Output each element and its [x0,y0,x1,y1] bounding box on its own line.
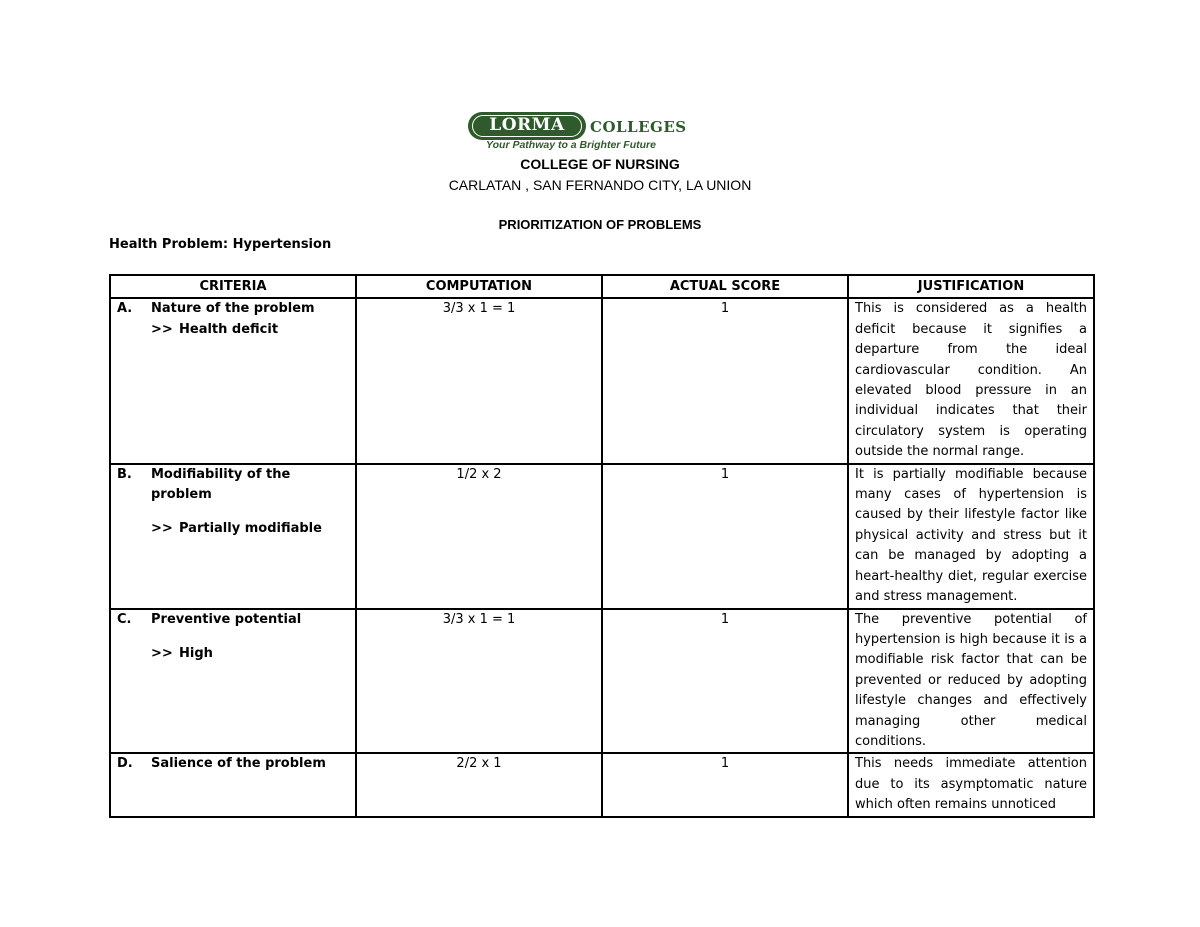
rating-arrow: >> [151,321,173,337]
document-title: PRIORITIZATION OF PROBLEMS [498,217,702,232]
criterion-letter: B. [117,466,132,482]
criterion-name: Modifiability of the problem [151,466,291,503]
score-cell: 1 [602,609,848,754]
score-cell: 1 [602,464,848,609]
criterion-rating [117,519,349,539]
table-row [110,609,1094,754]
justification-cell: The preventive potential of hypertension is high because it is a modifiable risk factor that can be prevented or reduced by adopting lifestyle changes and effectively managing other medical conditions. [848,609,1094,754]
health-problem-label: Health Problem: Hypertension [109,237,332,252]
prioritization-table [109,274,1095,818]
score-cell: 1 [602,753,848,816]
criterion-name: Preventive potential [151,611,302,627]
logo-tagline: Your Pathway to a Brighter Future [486,139,656,151]
criterion-name: Salience of the problem [151,756,326,772]
logo-suffix: COLLEGES [590,118,687,136]
criterion [117,465,349,506]
criterion-letter: D. [117,756,133,772]
lorma-colleges-logo [468,112,700,152]
criterion-rating [117,644,349,664]
header-justification: JUSTIFICATION [848,275,1094,298]
score-cell: 1 [602,298,848,463]
logo-name: LORMA [472,115,582,137]
college-name: COLLEGE OF NURSING [520,156,680,172]
header-criteria: CRITERIA [110,275,356,298]
criteria-cell [110,464,356,609]
logo-badge [468,112,586,140]
criterion [117,610,349,630]
criterion-name: Nature of the problem [151,301,315,317]
rating-value: High [179,645,213,661]
criterion [117,299,349,319]
table-row [110,753,1094,816]
criterion [117,754,349,774]
justification-cell: This needs immediate attention due to its asymptomatic nature which often remains unnoticed [848,753,1094,816]
college-address: CARLATAN , SAN FERNANDO CITY, LA UNION [448,177,752,193]
justification-cell: This is considered as a health deficit because it signifies a departure from the ideal cardiovascular condition. An elevated blood pressure in an individual indicates that their circulatory system is operating outside the normal range. [848,298,1094,463]
computation-cell: 3/3 x 1 = 1 [356,609,602,754]
table-row [110,298,1094,463]
criteria-cell [110,753,356,816]
criterion-letter: C. [117,611,132,627]
rating-arrow: >> [151,521,173,537]
rating-value: Partially modifiable [179,521,322,537]
rating-arrow: >> [151,645,173,661]
table-row [110,464,1094,609]
table-header-row [110,275,1094,298]
justification-cell: It is partially modifiable because many cases of hypertension is caused by their lifestyle factor like physical activity and stress but it can be managed by adopting a heart-healthy diet, regular exercise and stress management. [848,464,1094,609]
criterion-rating [117,320,349,340]
header-actual-score: ACTUAL SCORE [602,275,848,298]
computation-cell: 3/3 x 1 = 1 [356,298,602,463]
header-computation: COMPUTATION [356,275,602,298]
rating-value: Health deficit [179,321,279,337]
criteria-cell [110,609,356,754]
computation-cell: 1/2 x 2 [356,464,602,609]
computation-cell: 2/2 x 1 [356,753,602,816]
criteria-cell [110,298,356,463]
criterion-letter: A. [117,301,133,317]
